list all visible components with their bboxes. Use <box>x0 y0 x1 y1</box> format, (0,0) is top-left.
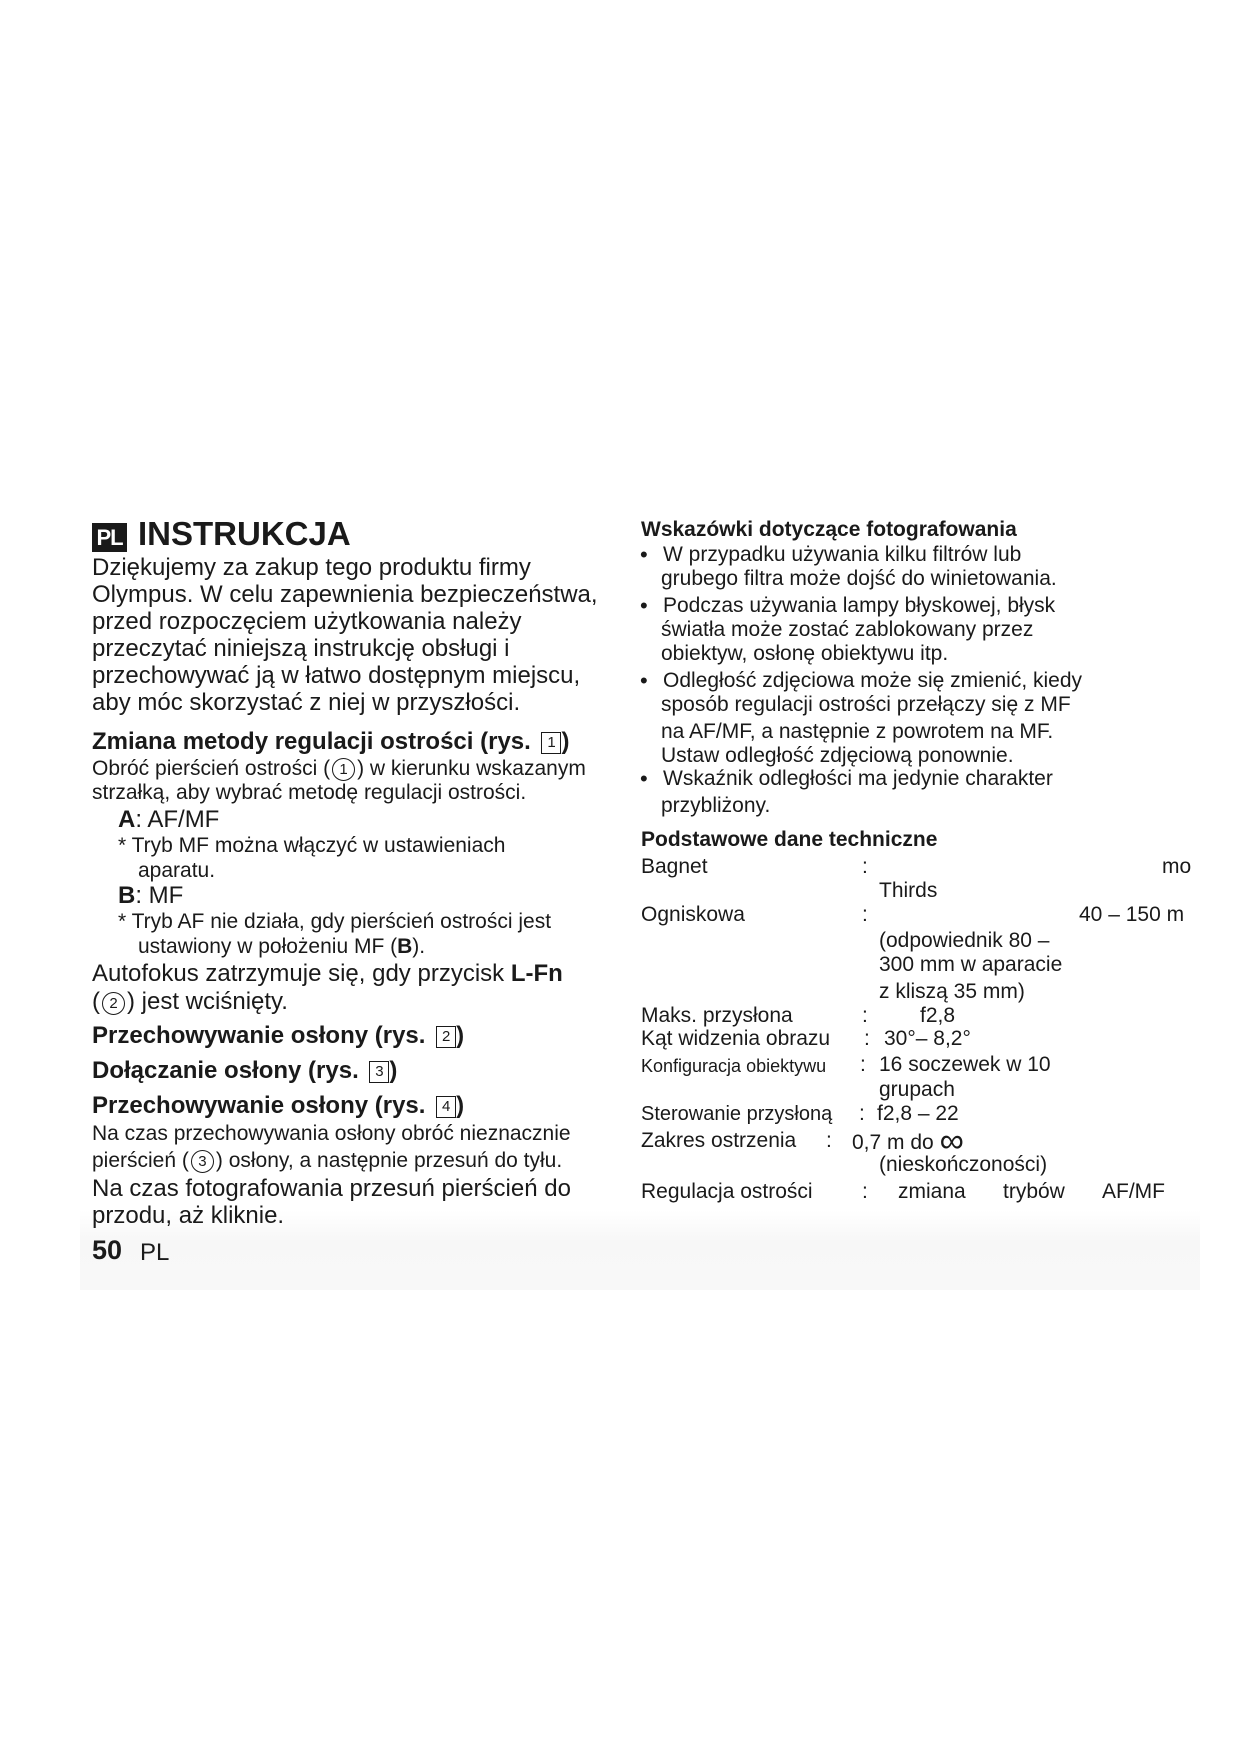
spec-value: f2,8 <box>920 1004 956 1027</box>
intro-line: Dziękujemy za zakup tego produktu firmy <box>92 554 531 581</box>
spec-value: 30°– 8,2° <box>884 1027 971 1050</box>
body-line: Obróć pierścień ostrości ( 1 ) w kierunku wskazanym <box>92 757 586 780</box>
spec-label: Kąt widzenia obrazu <box>641 1027 831 1050</box>
section-heading-focus: Zmiana metody regulacji ostrości (rys. 1 ) <box>92 728 570 755</box>
spec-label: Ogniskowa <box>641 903 745 926</box>
body-line: Na czas fotografowania przesuń pierścień do <box>92 1175 571 1202</box>
spec-value: z kliszą 35 mm) <box>879 980 1025 1003</box>
spec-label: Maks. przysłona <box>641 1004 793 1027</box>
spec-colon: : <box>862 1180 868 1203</box>
spec-value: 300 mm w aparacie <box>879 953 1063 976</box>
specs-heading: Podstawowe dane techniczne <box>641 828 938 851</box>
note-line: ustawiony w położeniu MF (B). <box>138 935 426 958</box>
spec-value: Thirds <box>879 879 938 902</box>
spec-value: zmiana <box>898 1180 966 1203</box>
spec-value: f2,8 – 22 <box>877 1102 959 1125</box>
figure-number: 3 <box>369 1061 389 1083</box>
callout-number: 1 <box>332 758 355 781</box>
figure-number: 2 <box>436 1026 456 1048</box>
spec-label: Regulacja ostrości <box>641 1180 813 1203</box>
tip-line: Podczas używania lampy błyskowej, błysk <box>663 594 1056 617</box>
tip-line: W przypadku używania kilku filtrów lub <box>663 543 1022 566</box>
body-line: Na czas przechowywania osłony obróć nieznacznie <box>92 1122 571 1145</box>
spec-value: (nieskończoności) <box>879 1153 1048 1176</box>
intro-line: aby móc skorzystać z niej w przyszłości. <box>92 689 521 716</box>
tip-line: Ustaw odległość zdjęciową ponownie. <box>661 744 1014 767</box>
tip-line: sposób regulacji ostrości przełączy się z MF <box>661 693 1071 716</box>
spec-colon: : <box>859 1102 865 1125</box>
footer-language: PL <box>140 1239 170 1266</box>
bullet: • <box>640 668 648 693</box>
spec-value: 0,7 m do ∞ <box>852 1122 964 1160</box>
spec-colon: : <box>826 1129 832 1152</box>
section-heading-attach: Dołączanie osłony (rys. 3 ) <box>92 1057 398 1084</box>
spec-value: mo <box>1162 855 1192 878</box>
option-a: A: AF/MF <box>118 806 220 833</box>
bullet: • <box>640 593 648 618</box>
note-line: aparatu. <box>138 859 216 882</box>
tips-heading: Wskazówki dotyczące fotografowania <box>641 518 1017 541</box>
tip-line: obiektyw, osłonę obiektywu itp. <box>661 642 949 665</box>
body-line: pierścień ( 3 ) osłony, a następnie przesuń do tyłu. <box>92 1149 563 1172</box>
body-line: ( 2 ) jest wciśnięty. <box>92 988 288 1015</box>
callout-number: 2 <box>102 992 125 1015</box>
spec-label: Konfiguracja obiektywu <box>641 1056 827 1076</box>
option-b: B: MF <box>118 882 184 909</box>
spec-value: grupach <box>879 1078 955 1101</box>
section-heading-store: Przechowywanie osłony (rys. 2 ) <box>92 1022 465 1049</box>
tip-line: Wskaźnik odległości ma jedynie charakter <box>663 767 1053 790</box>
spec-colon: : <box>862 1004 868 1027</box>
language-badge: PL <box>92 523 127 552</box>
intro-line: przechowywać ją w łatwo dostępnym miejscu, <box>92 662 581 689</box>
spec-colon: : <box>860 1053 866 1076</box>
spec-label: Zakres ostrzenia <box>641 1129 797 1152</box>
tip-line: przybliżony. <box>661 794 771 817</box>
infinity-icon: ∞ <box>939 1122 964 1160</box>
intro-line: Olympus. W celu zapewnienia bezpieczeństwa, <box>92 581 598 608</box>
spec-colon: : <box>862 903 868 926</box>
body-line: strzałką, aby wybrać metodę regulacji ostrości. <box>92 781 527 804</box>
spec-value: 40 – 150 m <box>1079 903 1185 926</box>
intro-line: przeczytać niniejszą instrukcję obsługi i <box>92 635 510 662</box>
spec-value: (odpowiednik 80 – <box>879 929 1050 952</box>
bullet: • <box>640 766 648 791</box>
spec-colon: : <box>862 855 868 878</box>
spec-value: 16 soczewek w 10 <box>879 1053 1051 1076</box>
callout-number: 3 <box>191 1150 214 1173</box>
page-title: INSTRUKCJA <box>138 515 351 552</box>
spec-label: Sterowanie przysłoną <box>641 1103 833 1125</box>
intro-line: przed rozpoczęciem użytkowania należy <box>92 608 522 635</box>
spec-colon: : <box>864 1027 870 1050</box>
tip-line: światła może zostać zablokowany przez <box>661 618 1034 641</box>
tip-line: na AF/MF, a następnie z powrotem na MF. <box>661 720 1054 743</box>
note-line: * Tryb MF można włączyć w ustawieniach <box>118 834 506 857</box>
note-line: * Tryb AF nie działa, gdy pierścień ostrości jest <box>118 910 552 933</box>
bullet: • <box>640 542 648 567</box>
page-number: 50 <box>92 1235 123 1265</box>
spec-value: trybów <box>1003 1180 1065 1203</box>
section-heading-store-2: Przechowywanie osłony (rys. 4 ) <box>92 1092 465 1119</box>
body-line: przodu, aż kliknie. <box>92 1202 285 1229</box>
figure-number: 4 <box>436 1096 456 1118</box>
spec-value: AF/MF <box>1102 1180 1165 1203</box>
tip-line: grubego filtra może dojść do winietowania. <box>661 567 1057 590</box>
figure-number: 1 <box>541 732 561 754</box>
spec-label: Bagnet <box>641 855 708 878</box>
tip-line: Odległość zdjęciowa może się zmienić, kiedy <box>663 669 1083 692</box>
body-line: Autofokus zatrzymuje się, gdy przycisk L-Fn <box>92 960 563 987</box>
